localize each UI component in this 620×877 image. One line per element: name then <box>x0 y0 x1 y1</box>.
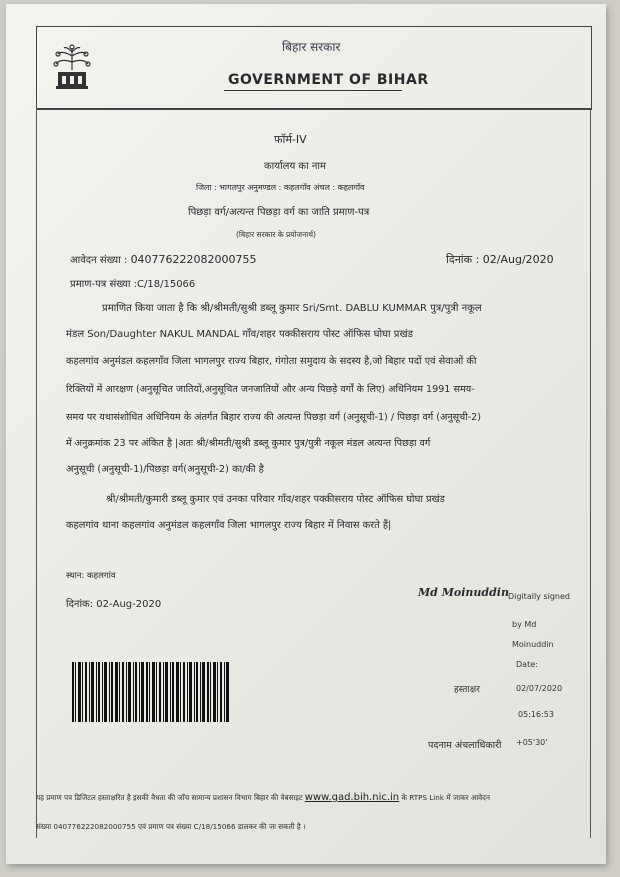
signature-label: हस्ताक्षर <box>454 685 480 695</box>
government-title: GOVERNMENT OF BIHAR <box>228 72 429 88</box>
signature-name: Md Moinuddin <box>418 586 509 599</box>
body-line-4: रिक्तियों में आरक्षण (अनुसूचित जातियों,अनुसूचित जनजातियों और अन्य पिछड़े वर्गों के लिए) अधिनियम 1991 समय- <box>66 384 475 395</box>
digital-sign-3: Moinuddin <box>512 640 554 649</box>
office-name-label: कार्यालय का नाम <box>264 161 326 172</box>
footer-verify-text: यह प्रमाण पत्र डिजिटल हस्ताक्षरित है इसकी वैधता की जाँच सामान्य प्रशासन विभाग बिहार की वेबसाइट <box>36 793 303 802</box>
left-border <box>36 108 37 838</box>
place-label: स्थान: कहलगांव <box>66 571 116 581</box>
body-line-5: समय पर यथासंशोधित अधिनियम के अंतर्गत बिहार राज्य की अत्यन्त पिछड़ा वर्ग (अनुसूची-1) / पिछड़ा वर्ग (अनुसूची-2) <box>66 412 482 423</box>
body-line-7: अनुसूची (अनुसूची-1)/पिछड़ा वर्ग(अनुसूची-2) का/की है <box>66 464 264 475</box>
digital-sign-7: +05'30' <box>516 738 548 747</box>
state-name-hindi: बिहार सरकार <box>282 40 341 54</box>
barcode-icon <box>72 662 230 722</box>
body-line-9: कहलगांव थाना कहलगांव अनुमंडल कहलगाँव जिला भागलपुर राज्य बिहार में निवास करते हैं| <box>66 520 392 531</box>
place-date: दिनांक: 02-Aug-2020 <box>66 599 162 610</box>
header-divider <box>36 108 591 109</box>
right-border <box>590 108 591 838</box>
certificate-title: पिछड़ा वर्ग/अत्यन्त पिछड़ा वर्ग का जाति प्रमाण-पत्र <box>188 207 370 218</box>
digital-sign-1: Digitally signed <box>508 592 570 601</box>
certificate-page <box>6 4 606 864</box>
body-line-8: श्री/श्रीमती/कुमारी डब्लू कुमार एवं उनका परिवार गाँव/शहर पक्कीसराय पोस्ट ऑफिस घोघा प्रखंड <box>106 494 445 505</box>
certificate-number: प्रमाण-पत्र संख्या :C/18/15066 <box>70 279 196 290</box>
certificate-purpose: (बिहार सरकार के प्रयोजनार्थ) <box>236 230 316 239</box>
application-number-label: आवेदन संख्या : <box>70 255 128 266</box>
digital-sign-2: by Md <box>512 620 537 629</box>
form-number: फॉर्म-IV <box>274 133 307 146</box>
title-underline <box>224 90 402 91</box>
body-line-1: प्रमाणित किया जाता है कि श्री/श्रीमती/सुश्री डब्लू कुमार Sri/Smt. DABLU KUMMAR पुत्र/पुत्री नकूल <box>102 303 482 314</box>
bihar-emblem-icon <box>52 42 92 94</box>
digital-sign-5: 02/07/2020 <box>516 684 563 693</box>
verification-link[interactable]: www.gad.bih.nic.in <box>304 792 400 803</box>
footer-line-2: संख्या 040776222082000755 एवं प्रमाण पत्र संख्या C/18/15066 डालकर की जा सकती है । <box>36 822 306 831</box>
body-line-3: कहलगांव अनुमंडल कहलगाँव जिला भागलपुर राज्य बिहार, गंगोता समुदाय के सदस्य है,जो बिहार पदों एवं सेवाओं की <box>66 356 477 367</box>
application-number <box>70 252 257 266</box>
office-location: जिला : भागलपुर अनुमण्डल : कहलगाँव अंचल : कहलगाँव <box>196 183 365 192</box>
issue-date: दिनांक : 02/Aug/2020 <box>446 253 554 266</box>
footer-rtps-text: के RTPS Link में जाकर आवेदन <box>401 793 490 802</box>
digital-sign-6: 05:16:53 <box>518 710 554 719</box>
digital-sign-4: Date: <box>516 660 538 669</box>
application-number-value: 040776222082000755 <box>130 253 257 266</box>
body-line-2: मंडल Son/Daughter NAKUL MANDAL गाँव/शहर पक्कीसराय पोस्ट ऑफिस घोघा प्रखंड <box>66 329 414 340</box>
designation: पदनाम अंचलाधिकारी <box>428 740 502 751</box>
footer-line-1 <box>36 792 490 803</box>
body-line-6: में अनुक्रमांक 23 पर अंकित है |अतः श्री/श्रीमती/सुश्री डब्लू कुमार पुत्र/पुत्री नकूल मंडल अत्यन्त पिछड़ा वर्ग <box>66 438 431 449</box>
